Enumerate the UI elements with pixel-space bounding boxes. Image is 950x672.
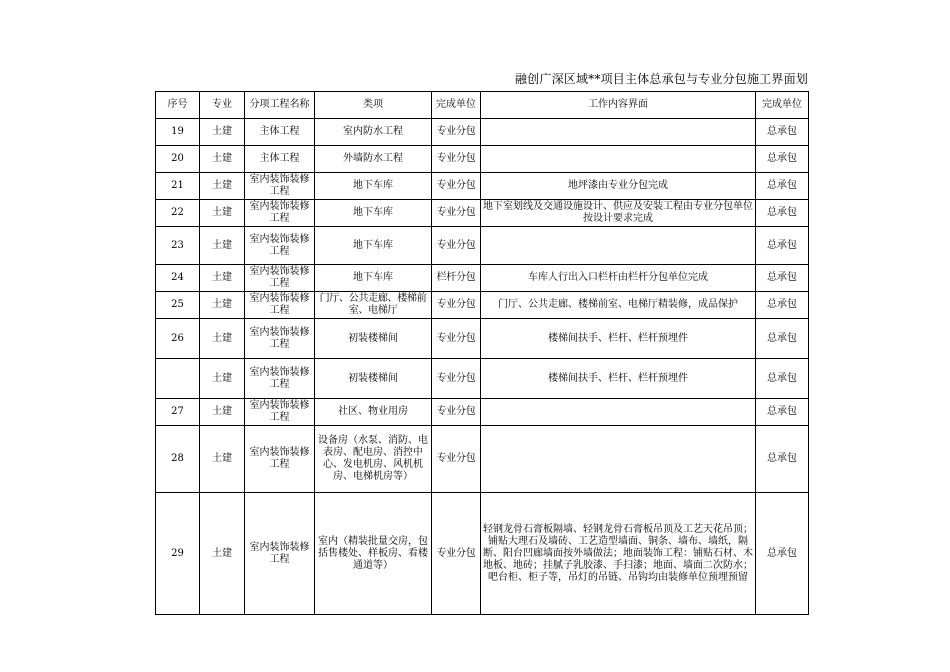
cell-subproject: 室内装饰装修工程 [245,426,315,493]
table-row [156,426,809,493]
cell-work [481,146,756,173]
cell-seq: 24 [156,265,200,292]
cell-major: 土建 [200,173,245,200]
header-unit2: 完成单位 [756,92,809,119]
cell-unit: 专业分包 [432,359,481,399]
cell-subproject: 主体工程 [245,119,315,146]
cell-work [481,227,756,265]
cell-major: 土建 [200,265,245,292]
cell-seq: 23 [156,227,200,265]
cell-category: 初装楼梯间 [315,359,432,399]
cell-category: 室内防水工程 [315,119,432,146]
cell-seq: 19 [156,119,200,146]
cell-unit2: 总承包 [756,265,809,292]
cell-work: 门厅、公共走廊、楼梯前室、电梯厅精装修，成品保护 [481,292,756,319]
cell-unit2: 总承包 [756,359,809,399]
cell-work: 地坪漆由专业分包完成 [481,173,756,200]
header-seq: 序号 [156,92,200,119]
header-category: 类项 [315,92,432,119]
cell-unit: 专业分包 [432,493,481,615]
cell-subproject: 室内装饰装修工程 [245,359,315,399]
cell-work: 车库人行出入口栏杆由栏杆分包单位完成 [481,265,756,292]
cell-unit: 专业分包 [432,200,481,227]
cell-category: 室内（精装批量交房，包括售楼处、样板房、看楼通道等） [315,493,432,615]
cell-category: 社区、物业用房 [315,399,432,426]
table-row [156,399,809,426]
cell-category: 门厅、公共走廊、楼梯前室、电梯厅 [315,292,432,319]
cell-seq: 27 [156,399,200,426]
cell-subproject: 室内装饰装修工程 [245,173,315,200]
cell-subproject: 室内装饰装修工程 [245,200,315,227]
cell-work: 楼梯间扶手、栏杆、栏杆预埋件 [481,359,756,399]
cell-unit: 专业分包 [432,426,481,493]
cell-category: 外墙防水工程 [315,146,432,173]
table-row [156,493,809,615]
header-subproject: 分项工程名称 [245,92,315,119]
cell-seq: 29 [156,493,200,615]
table-row [156,265,809,292]
cell-major: 土建 [200,119,245,146]
cell-unit2: 总承包 [756,292,809,319]
cell-work [481,399,756,426]
cell-major: 土建 [200,200,245,227]
cell-category: 初装楼梯间 [315,319,432,359]
cell-subproject: 主体工程 [245,146,315,173]
cell-subproject: 室内装饰装修工程 [245,319,315,359]
table-row [156,200,809,227]
cell-seq: 26 [156,319,200,359]
cell-work [481,426,756,493]
table-row [156,359,809,399]
header-work: 工作内容界面 [481,92,756,119]
cell-category: 地下车库 [315,200,432,227]
cell-subproject: 室内装饰装修工程 [245,399,315,426]
cell-major: 土建 [200,319,245,359]
cell-seq: 22 [156,200,200,227]
cell-work: 地下室划线及交通设施设计、供应及安装工程由专业分包单位按设计要求完成 [481,200,756,227]
cell-work [481,119,756,146]
cell-unit2: 总承包 [756,227,809,265]
page-title: 融创广深区域**项目主体总承包与专业分包施工界面划 [514,72,808,86]
cell-unit2: 总承包 [756,493,809,615]
cell-work: 轻钢龙骨石膏板隔墙、轻钢龙骨石膏板吊顶及工艺天花吊顶；铺贴大理石及墙砖、工艺造型墙面、铜条、墙布、墙纸，隔断、阳台凹廊墙面按外墙做法；地面装饰工程：铺贴石材、木地板、地砖；挂腻子乳胶漆、手扫漆；地面、墙面二次防水；吧台柜、柜子等，吊灯的吊链、吊钩均由装修单位预埋预留 [481,493,756,615]
cell-subproject: 室内装饰装修工程 [245,493,315,615]
cell-unit2: 总承包 [756,119,809,146]
cell-seq [156,359,200,399]
cell-unit: 专业分包 [432,227,481,265]
interface-table [155,91,809,615]
cell-unit2: 总承包 [756,319,809,359]
header-unit: 完成单位 [432,92,481,119]
cell-unit: 专业分包 [432,292,481,319]
header-row [156,92,809,119]
cell-seq: 25 [156,292,200,319]
table-row [156,119,809,146]
cell-unit: 专业分包 [432,319,481,359]
cell-unit2: 总承包 [756,146,809,173]
cell-category: 地下车库 [315,173,432,200]
cell-major: 土建 [200,227,245,265]
cell-major: 土建 [200,146,245,173]
table-row [156,319,809,359]
cell-unit: 栏杆分包 [432,265,481,292]
cell-major: 土建 [200,359,245,399]
cell-subproject: 室内装饰装修工程 [245,227,315,265]
table-row [156,146,809,173]
cell-unit: 专业分包 [432,146,481,173]
cell-seq: 21 [156,173,200,200]
cell-category: 地下车库 [315,227,432,265]
cell-unit2: 总承包 [756,173,809,200]
cell-major: 土建 [200,426,245,493]
cell-category: 地下车库 [315,265,432,292]
header-major: 专业 [200,92,245,119]
table-row [156,292,809,319]
cell-seq: 28 [156,426,200,493]
cell-unit: 专业分包 [432,399,481,426]
cell-unit: 专业分包 [432,173,481,200]
cell-unit: 专业分包 [432,119,481,146]
cell-major: 土建 [200,292,245,319]
cell-work: 楼梯间扶手、栏杆、栏杆预埋件 [481,319,756,359]
cell-subproject: 室内装饰装修工程 [245,292,315,319]
cell-seq: 20 [156,146,200,173]
table-row [156,173,809,200]
cell-major: 土建 [200,399,245,426]
cell-category: 设备房（水泵、消防、电表房、配电房、消控中心、发电机房、风机机房、电梯机房等） [315,426,432,493]
table-row [156,227,809,265]
cell-subproject: 室内装饰装修工程 [245,265,315,292]
cell-unit2: 总承包 [756,399,809,426]
cell-unit2: 总承包 [756,426,809,493]
cell-major: 土建 [200,493,245,615]
cell-unit2: 总承包 [756,200,809,227]
